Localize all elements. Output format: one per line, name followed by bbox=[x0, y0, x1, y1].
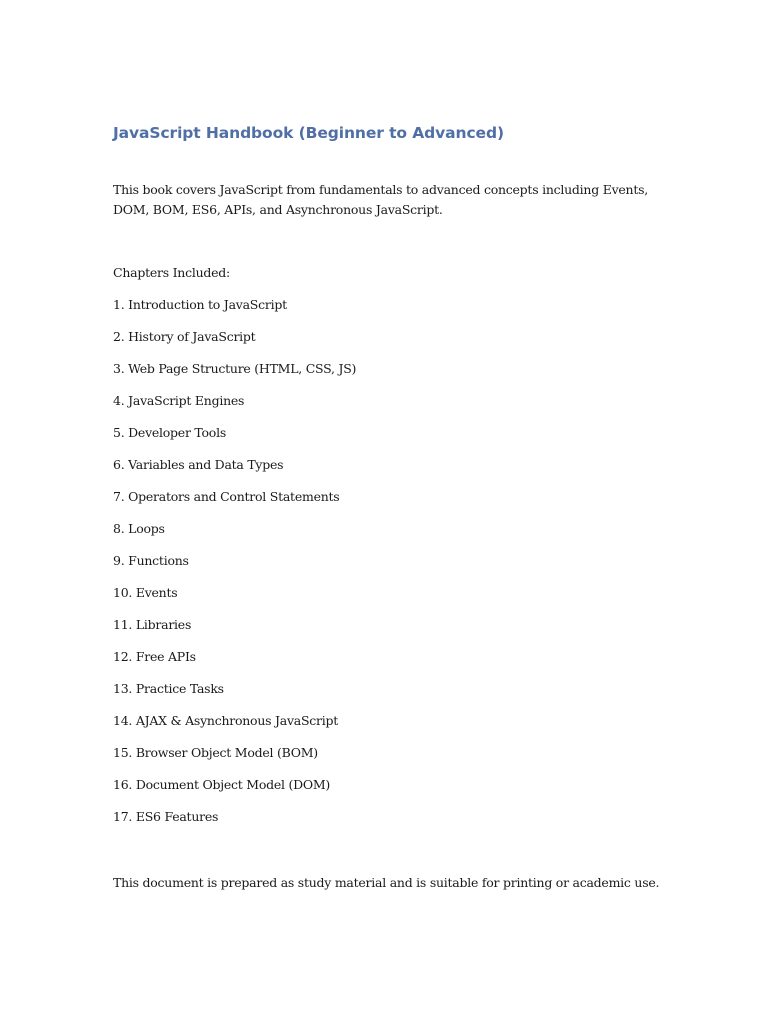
chapter-item-12: 12. Free APIs bbox=[113, 649, 196, 664]
intro-paragraph bbox=[113, 180, 648, 220]
chapter-item-2: 2. History of JavaScript bbox=[113, 329, 256, 344]
intro-line-1: This book covers JavaScript from fundamentals to advanced concepts including Events, bbox=[113, 182, 649, 197]
chapters-heading: Chapters Included: bbox=[113, 265, 231, 280]
chapter-item-4: 4. JavaScript Engines bbox=[113, 393, 245, 408]
chapter-item-14: 14. AJAX & Asynchronous JavaScript bbox=[113, 713, 339, 728]
chapter-item-9: 9. Functions bbox=[113, 553, 189, 568]
document-title: JavaScript Handbook (Beginner to Advanced) bbox=[113, 124, 504, 142]
chapter-item-5: 5. Developer Tools bbox=[113, 425, 226, 440]
intro-line-2: DOM, BOM, ES6, APIs, and Asynchronous JavaScript. bbox=[113, 202, 443, 217]
footer-note: This document is prepared as study material and is suitable for printing or academic use. bbox=[113, 875, 660, 890]
chapter-item-7: 7. Operators and Control Statements bbox=[113, 489, 340, 504]
chapter-list bbox=[113, 296, 356, 840]
chapter-item-1: 1. Introduction to JavaScript bbox=[113, 297, 287, 312]
chapter-item-8: 8. Loops bbox=[113, 521, 165, 536]
chapter-item-15: 15. Browser Object Model (BOM) bbox=[113, 745, 318, 760]
chapter-item-11: 11. Libraries bbox=[113, 617, 192, 632]
chapter-item-17: 17. ES6 Features bbox=[113, 809, 219, 824]
chapter-item-6: 6. Variables and Data Types bbox=[113, 457, 284, 472]
chapter-item-16: 16. Document Object Model (DOM) bbox=[113, 777, 331, 792]
chapter-item-13: 13. Practice Tasks bbox=[113, 681, 224, 696]
chapter-item-10: 10. Events bbox=[113, 585, 178, 600]
chapter-item-3: 3. Web Page Structure (HTML, CSS, JS) bbox=[113, 361, 357, 376]
